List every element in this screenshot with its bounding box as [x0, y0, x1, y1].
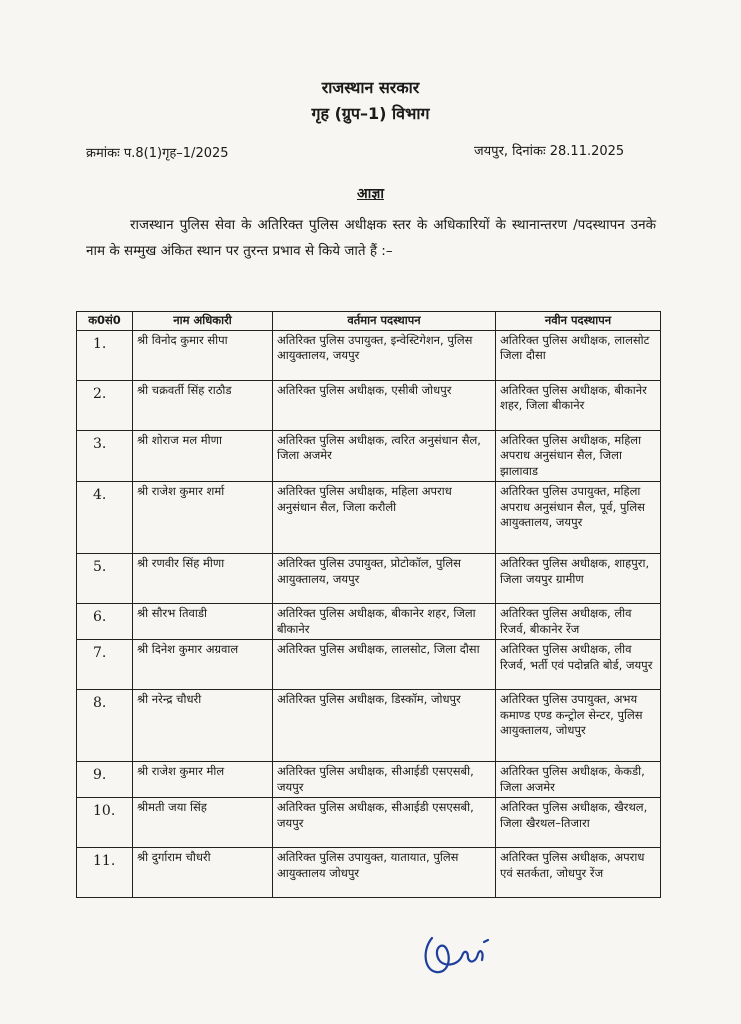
- row-current-posting: अतिरिक्त पुलिस उपायुक्त, यातायात, पुलिस आयुक्तालय जोधपुर: [273, 848, 496, 898]
- table-row: [77, 762, 661, 798]
- row-officer-name: श्रीमती जया सिंह: [133, 798, 273, 848]
- row-new-posting: अतिरिक्त पुलिस अधीक्षक, लीव रिजर्व, बीकानेर रेंज: [496, 604, 661, 640]
- row-officer-name: श्री राजेश कुमार मील: [133, 762, 273, 798]
- header-new-posting: नवीन पदस्थापन: [496, 312, 661, 331]
- row-sno: 6.: [77, 604, 133, 640]
- row-sno: 7.: [77, 640, 133, 690]
- row-new-posting: अतिरिक्त पुलिस उपायुक्त, महिला अपराध अनुसंधान सैल, पूर्व, पुलिस आयुक्तालय, जयपुर: [496, 482, 661, 554]
- table-row: [77, 798, 661, 848]
- row-sno: 8.: [77, 690, 133, 762]
- table-header-row: [77, 312, 661, 331]
- header-officer-name: नाम अधिकारी: [133, 312, 273, 331]
- government-title: राजस्थान सरकार: [321, 78, 420, 97]
- row-new-posting: अतिरिक्त पुलिस अधीक्षक, लीव रिजर्व, भर्ती एवं पदोन्नति बोर्ड, जयपुर: [496, 640, 661, 690]
- row-new-posting: अतिरिक्त पुलिस उपायुक्त, अभय कमाण्ड एण्ड कन्ट्रोल सेन्टर, पुलिस आयुक्तालय, जोधपुर: [496, 690, 661, 762]
- row-current-posting: अतिरिक्त पुलिस उपायुक्त, प्रोटोकॉल, पुलिस आयुक्तालय, जयपुर: [273, 554, 496, 604]
- table-row: [77, 482, 661, 554]
- row-officer-name: श्री चक्रवर्ती सिंह राठौड: [133, 380, 273, 430]
- row-current-posting: अतिरिक्त पुलिस अधीक्षक, लालसोट, जिला दौसा: [273, 640, 496, 690]
- row-sno: 5.: [77, 554, 133, 604]
- order-number: क्रमांकः प.8(1)गृह–1/2025: [86, 146, 229, 161]
- row-sno: 3.: [77, 430, 133, 482]
- row-new-posting: अतिरिक्त पुलिस अधीक्षक, शाहपुरा, जिला जयपुर ग्रामीण: [496, 554, 661, 604]
- row-new-posting: अतिरिक्त पुलिस अधीक्षक, खैरथल, जिला खैरथल–तिजारा: [496, 798, 661, 848]
- row-officer-name: श्री शोराज मल मीणा: [133, 430, 273, 482]
- row-sno: 1.: [77, 330, 133, 380]
- row-officer-name: श्री दुर्गाराम चौधरी: [133, 848, 273, 898]
- row-new-posting: अतिरिक्त पुलिस अधीक्षक, बीकानेर शहर, जिला बीकानेर: [496, 380, 661, 430]
- row-new-posting: अतिरिक्त पुलिस अधीक्षक, लालसोट जिला दौसा: [496, 330, 661, 380]
- order-heading: आज्ञा: [357, 186, 384, 202]
- row-officer-name: श्री दिनेश कुमार अग्रवाल: [133, 640, 273, 690]
- table-row: [77, 430, 661, 482]
- order-date: जयपुर, दिनांकः 28.11.2025: [474, 144, 625, 159]
- row-new-posting: अतिरिक्त पुलिस अधीक्षक, केकडी, जिला अजमेर: [496, 762, 661, 798]
- department-title: गृह (ग्रुप–1) विभाग: [311, 104, 430, 123]
- row-officer-name: श्री सौरभ तिवाडी: [133, 604, 273, 640]
- row-officer-name: श्री रणवीर सिंह मीणा: [133, 554, 273, 604]
- table-row: [77, 380, 661, 430]
- row-officer-name: श्री नरेन्द्र चौधरी: [133, 690, 273, 762]
- row-current-posting: अतिरिक्त पुलिस अधीक्षक, सीआईडी एसएसबी, जयपुर: [273, 798, 496, 848]
- table-row: [77, 554, 661, 604]
- row-sno: 9.: [77, 762, 133, 798]
- header-current-posting: वर्तमान पदस्थापन: [273, 312, 496, 331]
- row-new-posting: अतिरिक्त पुलिस अधीक्षक, अपराध एवं सतर्कता, जोधपुर रेंज: [496, 848, 661, 898]
- table-row: [77, 330, 661, 380]
- row-current-posting: अतिरिक्त पुलिस अधीक्षक, एसीबी जोधपुर: [273, 380, 496, 430]
- intro-paragraph: राजस्थान पुलिस सेवा के अतिरिक्त पुलिस अधीक्षक स्तर के अधिकारियों के स्थानान्तरण /पदस्थापन उनके नाम के सम्मुख अंकित स्थान पर तुरन्त प्रभाव से किये जाते हैं :–: [86, 217, 656, 259]
- row-sno: 11.: [77, 848, 133, 898]
- row-officer-name: श्री विनोद कुमार सीपा: [133, 330, 273, 380]
- signature-mark: [418, 928, 508, 984]
- row-sno: 2.: [77, 380, 133, 430]
- table-row: [77, 640, 661, 690]
- table-row: [77, 690, 661, 762]
- row-officer-name: श्री राजेश कुमार शर्मा: [133, 482, 273, 554]
- table-row: [77, 848, 661, 898]
- row-current-posting: अतिरिक्त पुलिस अधीक्षक, बीकानेर शहर, जिला बीकानेर: [273, 604, 496, 640]
- transfer-table: [76, 311, 661, 898]
- row-sno: 4.: [77, 482, 133, 554]
- row-current-posting: अतिरिक्त पुलिस अधीक्षक, सीआईडी एसएसबी, जयपुर: [273, 762, 496, 798]
- row-current-posting: अतिरिक्त पुलिस अधीक्षक, डिस्कॉम, जोधपुर: [273, 690, 496, 762]
- row-current-posting: अतिरिक्त पुलिस अधीक्षक, त्वरित अनुसंधान सैल, जिला अजमेर: [273, 430, 496, 482]
- table-row: [77, 604, 661, 640]
- row-new-posting: अतिरिक्त पुलिस अधीक्षक, महिला अपराध अनुसंधान सैल, जिला झालावाड: [496, 430, 661, 482]
- row-current-posting: अतिरिक्त पुलिस उपायुक्त, इन्वेस्टिगेशन, पुलिस आयुक्तालय, जयपुर: [273, 330, 496, 380]
- row-current-posting: अतिरिक्त पुलिस अधीक्षक, महिला अपराध अनुसंधान सैल, जिला करौली: [273, 482, 496, 554]
- header-sno: क0सं0: [77, 312, 133, 331]
- row-sno: 10.: [77, 798, 133, 848]
